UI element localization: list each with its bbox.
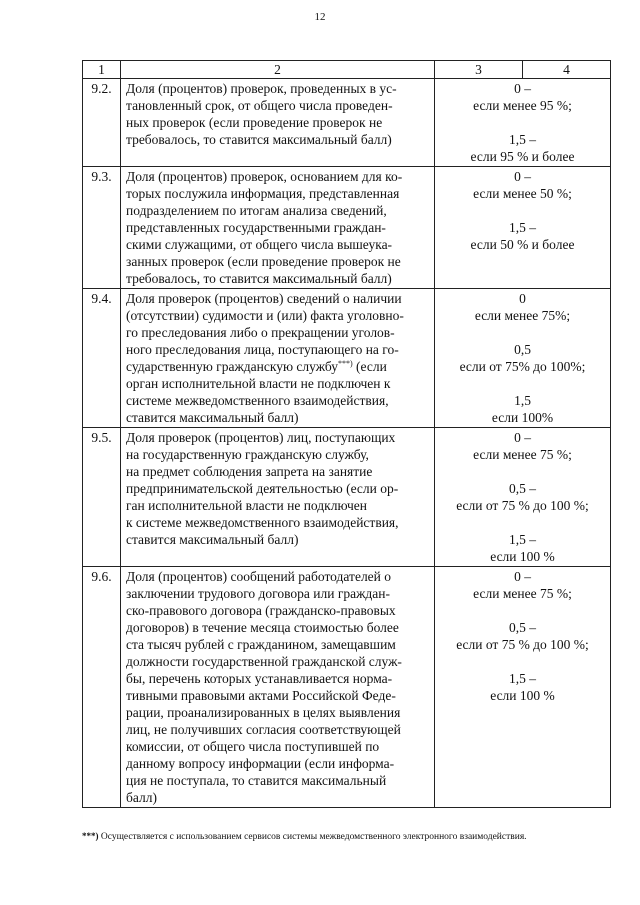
- description-line: [126, 602, 429, 619]
- score-cell: [435, 289, 611, 428]
- score-spacer: [440, 653, 605, 670]
- description-line: [126, 636, 429, 653]
- description-line: [126, 514, 429, 531]
- score-value: 0 –: [514, 81, 531, 96]
- description-line: [126, 307, 429, 324]
- description-line: [126, 653, 429, 670]
- description-line: [126, 392, 429, 409]
- footnote-reference: ***): [337, 359, 353, 368]
- score-value: 0,5 –: [509, 620, 536, 635]
- score-spacer: [440, 202, 605, 219]
- score-condition: если менее 50 %;: [473, 186, 572, 201]
- footnote-mark: ***): [82, 831, 99, 841]
- description-text: ставится максимальный балл): [126, 532, 299, 547]
- score-spacer: [440, 514, 605, 531]
- table-row: [83, 79, 611, 167]
- header-col-4: 4: [523, 61, 611, 79]
- description-line: [126, 721, 429, 738]
- description-line: [126, 687, 429, 704]
- description-line: [126, 202, 429, 219]
- description-text: балл): [126, 790, 157, 805]
- description-line: [126, 185, 429, 202]
- score-spacer: [440, 114, 605, 131]
- description-line: [126, 585, 429, 602]
- description-line: [126, 358, 429, 375]
- score-value: 1,5 –: [509, 132, 536, 147]
- header-row: [83, 61, 611, 79]
- score-value: 0 –: [514, 569, 531, 584]
- score-condition: если менее 75 %;: [473, 447, 572, 462]
- table-row: [83, 428, 611, 567]
- table-row: [83, 167, 611, 289]
- criteria-table: [82, 60, 611, 808]
- score-condition: если от 75 % до 100 %;: [456, 498, 589, 513]
- score-condition: если 50 % и более: [470, 237, 575, 252]
- description-text: ста тысяч рублей с гражданином, замещавшим: [126, 637, 396, 652]
- score-condition: если от 75 % до 100 %;: [456, 637, 589, 652]
- description-line: [126, 755, 429, 772]
- description-text: (отсутствии) судимости и (или) факта уголовно-: [126, 308, 404, 323]
- description-text: подразделением по итогам анализа сведений,: [126, 203, 387, 218]
- score-cell: [435, 79, 611, 167]
- description-line: [126, 429, 429, 446]
- description-text: торых послужила информация, представленная: [126, 186, 400, 201]
- header-col-2: 2: [121, 61, 435, 79]
- description-text: ско-правового договора (гражданско-правовых: [126, 603, 396, 618]
- score-condition: если от 75% до 100%;: [459, 359, 586, 374]
- description-line: [126, 97, 429, 114]
- score-value: 0 –: [514, 169, 531, 184]
- description-line: [126, 789, 429, 806]
- score-spacer: [440, 324, 605, 341]
- score-value: 0,5: [514, 342, 531, 357]
- score-value: 1,5 –: [509, 220, 536, 235]
- description-line: [126, 114, 429, 131]
- score-spacer: [440, 602, 605, 619]
- description-text: к системе межведомственного взаимодействия,: [126, 515, 399, 530]
- description-text: комиссии, от общего числа поступившей по: [126, 739, 380, 754]
- description-line: [126, 270, 429, 287]
- criterion-description: [121, 167, 435, 289]
- description-line: [126, 131, 429, 148]
- description-line: [126, 568, 429, 585]
- row-number: 9.3.: [83, 167, 121, 289]
- description-text: лиц, не получивших согласия соответствующей: [126, 722, 401, 737]
- description-line: [126, 219, 429, 236]
- description-line: [126, 738, 429, 755]
- score-spacer: [440, 463, 605, 480]
- description-line: [126, 80, 429, 97]
- score-value: 1,5 –: [509, 671, 536, 686]
- description-line: [126, 409, 429, 426]
- description-text: го преследования либо о прекращении уголов-: [126, 325, 395, 340]
- description-line: [126, 375, 429, 392]
- criterion-description: [121, 79, 435, 167]
- score-cell: [435, 567, 611, 808]
- description-text: заключении трудового договора или граждан-: [126, 586, 391, 601]
- description-line: [126, 168, 429, 185]
- description-line: [126, 497, 429, 514]
- criterion-description: [121, 428, 435, 567]
- description-text: Доля (процентов) сообщений работодателей о: [126, 569, 392, 584]
- description-text: на предмет соблюдения запрета на занятие: [126, 464, 373, 479]
- score-condition: если 100 %: [490, 549, 555, 564]
- description-text: должности государственной гражданской служ-: [126, 654, 402, 669]
- description-line: [126, 236, 429, 253]
- description-text-continued: (если: [352, 359, 387, 374]
- description-line: [126, 480, 429, 497]
- score-cell: [435, 167, 611, 289]
- score-value: 0: [519, 291, 526, 306]
- score-value: 0,5 –: [509, 481, 536, 496]
- description-line: [126, 341, 429, 358]
- description-text: предпринимательской деятельностью (если ор-: [126, 481, 399, 496]
- page-number: 12: [314, 11, 326, 23]
- description-line: [126, 531, 429, 548]
- table-row: [83, 289, 611, 428]
- footnote-text: Осуществляется с использованием сервисов системы межведомственного электронного взаимодействия.: [98, 832, 527, 842]
- description-text: рации, проанализированных в целях выявления: [126, 705, 401, 720]
- description-text: Доля проверок (процентов) сведений о наличии: [126, 291, 402, 306]
- criterion-description: [121, 289, 435, 428]
- description-line: [126, 324, 429, 341]
- score-value: 1,5: [514, 393, 531, 408]
- score-condition: если менее 75 %;: [473, 586, 572, 601]
- score-condition: если менее 75%;: [474, 308, 571, 323]
- score-value: 1,5 –: [509, 532, 536, 547]
- footnote: [82, 831, 622, 842]
- description-line: [126, 704, 429, 721]
- description-text: требовалось, то ставится максимальный балл): [126, 132, 392, 147]
- description-line: [126, 253, 429, 270]
- score-condition: если 95 % и более: [470, 149, 575, 164]
- score-condition: если 100 %: [490, 688, 555, 703]
- description-text: представленных государственными граждан-: [126, 220, 386, 235]
- row-number: 9.5.: [83, 428, 121, 567]
- score-cell: [435, 428, 611, 567]
- description-text: сударственную гражданскую службу: [126, 359, 338, 374]
- description-text: данному вопросу информации (если информа-: [126, 756, 395, 771]
- description-text: Доля (процентов) проверок, основанием для ко-: [126, 169, 403, 184]
- description-text: бы, перечень которых устанавливается норма-: [126, 671, 393, 686]
- row-number: 9.2.: [83, 79, 121, 167]
- description-text: ного преследования лица, поступающего на го-: [126, 342, 399, 357]
- description-line: [126, 619, 429, 636]
- description-line: [126, 772, 429, 789]
- description-text: договоров) в течение месяца стоимостью более: [126, 620, 399, 635]
- description-text: ставится максимальный балл): [126, 410, 299, 425]
- description-text: ных проверок (если проведение проверок не: [126, 115, 383, 130]
- score-value: 0 –: [514, 430, 531, 445]
- description-text: Доля проверок (процентов) лиц, поступающих: [126, 430, 396, 445]
- description-line: [126, 446, 429, 463]
- description-text: орган исполнительной власти не подключен к: [126, 376, 391, 391]
- row-number: 9.4.: [83, 289, 121, 428]
- description-line: [126, 463, 429, 480]
- description-text: тивными правовыми актами Российской Феде-: [126, 688, 396, 703]
- description-text: на государственную гражданскую службу,: [126, 447, 369, 462]
- description-text: ган исполнительной власти не подключен: [126, 498, 368, 513]
- description-line: [126, 670, 429, 687]
- description-text: системе межведомственного взаимодействия,: [126, 393, 389, 408]
- criterion-description: [121, 567, 435, 808]
- description-text: занных проверок (если проведение проверок не: [126, 254, 401, 269]
- score-spacer: [440, 375, 605, 392]
- score-condition: если менее 95 %;: [473, 98, 572, 113]
- header-col-1: 1: [83, 61, 121, 79]
- table-row: [83, 567, 611, 808]
- description-text: тановленный срок, от общего числа проведен-: [126, 98, 393, 113]
- description-text: скими служащими, от общего числа вышеука-: [126, 237, 393, 252]
- description-text: Доля (процентов) проверок, проведенных в ус-: [126, 81, 397, 96]
- table-body: [83, 79, 611, 808]
- score-condition: если 100%: [491, 410, 554, 425]
- description-text: ция не поступала, то ставится максимальный: [126, 773, 387, 788]
- description-text: требовалось, то ставится максимальный балл): [126, 271, 392, 286]
- description-line: [126, 290, 429, 307]
- header-col-3: 3: [435, 61, 523, 79]
- row-number: 9.6.: [83, 567, 121, 808]
